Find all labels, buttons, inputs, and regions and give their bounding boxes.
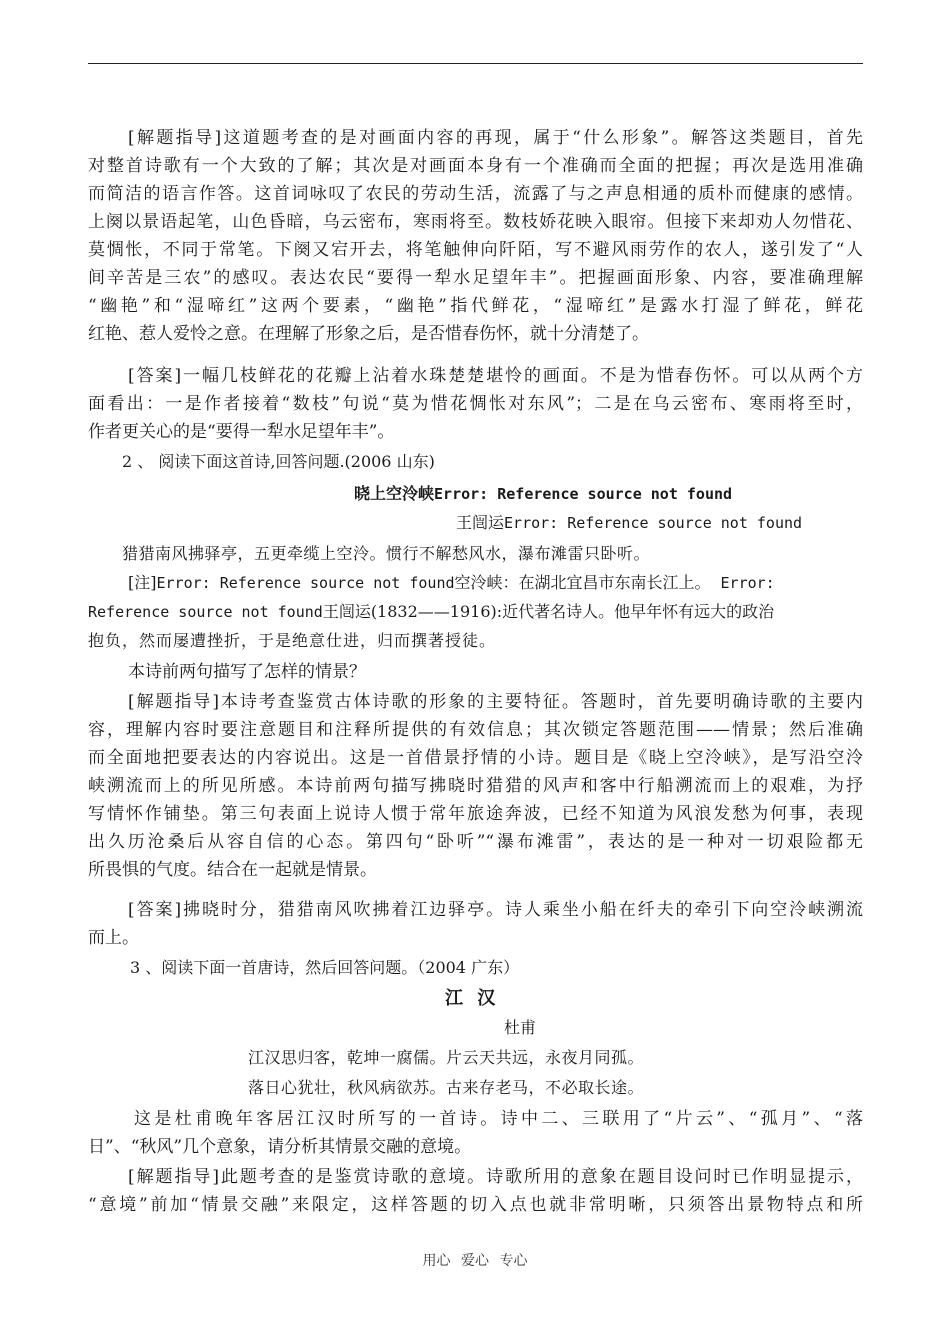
answer-line: 而上。 [88,928,139,948]
error-ref: Error: Reference source not found [434,485,733,503]
note-line [128,571,863,595]
para-line: 对整首诗歌有一个大致的了解；其次是对画面本身有一个准确而全面的把握；再次是选用准确 [88,156,863,176]
para-line: [解题指导]这道题考查的是对画面内容的再现，属于“什么形象”。解答这类题目，首先 [128,128,863,148]
para-line: 间辛苦是三农”的感叹。表达农民“要得一犁水足望年丰”。把握画面形象、内容，要准确理解 [88,268,863,288]
note-text: 王闿运(1832——1916):近代著名诗人。他早年怀有远大的政治 [322,602,775,621]
question-text: 这是杜甫晚年客居江汉时所写的一首诗。诗中二、三联用了“片云”、“孤月”、“落 [134,1109,863,1129]
para-line: [解题指导]此题考查的是鉴赏诗歌的意境。诗歌所用的意象在题目设问时已作明显提示， [128,1167,863,1187]
error-ref: Reference source not found [88,603,323,621]
note-text: 空泠峡：在湖北宜昌市东南长江上。 [454,573,711,592]
error-ref: Error: Reference source not found [504,514,803,532]
poem-title [354,482,854,506]
question-text: 本诗前两句描写了怎样的情景？ [128,662,366,682]
answer-line: 作者更关心的是“要得一犁水足望年丰”。 [88,422,395,442]
answer-line: [答案]拂晓时分，猎猎南风吹拂着江边驿亭。诗人乘坐小船在纤夫的牵引下向空泠峡溯流 [128,900,863,920]
question-heading: 2 、 阅读下面这首诗,回答问题.(2006 山东) [122,452,435,471]
para-line: 而全面地把要表达的内容说出。这是一首借景抒情的小诗。题目是《晓上空泠峡》，是写沿空泠 [88,748,863,768]
para-line: 上阕以景语起笔，山色昏暗，乌云密布，寒雨将至。数枝娇花映入眼帘。但接下来却劝人勿惜花、 [88,212,863,232]
page-footer: 用心 爱心 专心 [422,1253,528,1269]
para-line: 莫惆怅，不同于常笔。下阕又宕开去，将笔触伸向阡陌，写不避风雨劳作的农人，遂引发了“人 [88,240,863,260]
poem-text: 猎猎南风拂驿亭，五更牵缆上空泠。惯行不解愁风水，瀑布滩雷只卧听。 [122,544,651,563]
para-line: 写情怀作铺垫。第三句表面上说诗人惯于常年旅途奔波，已经不知道为风浪发愁为何事，表现 [88,804,863,824]
para-line: 出久历沧桑后从容自信的心态。第四句“卧听”“瀑布滩雷”，表达的是一种对一切艰险都无 [88,832,863,852]
note-label: [注] [128,573,157,592]
answer-line: [答案]一幅几枝鲜花的花瓣上沾着水珠楚楚堪怜的画面。不是为惜春伤怀。可以从两个方 [128,366,863,386]
poem-text: 江汉思归客，乾坤一腐儒。片云天共远，永夜月同孤。 [248,1048,645,1067]
para-line: 而简洁的语言作答。这首词咏叹了农民的劳动生活，流露了与之声息相通的质朴而健康的感情。 [88,184,863,204]
para-line: 峡溯流而上的所见所感。本诗前两句描写拂晓时猎猎的风声和客中行船溯流而上的艰难，为抒 [88,776,863,796]
para-line: “幽艳”和“湿啼红”这两个要素，“幽艳”指代鲜花，“湿啼红”是露水打湿了鲜花，鲜花 [88,296,863,316]
note-line: 抱负，然而屡遭挫折，于是绝意仕进，归而撰著授徒。 [88,631,497,650]
note-line [88,600,863,624]
poem-title-text: 晓上空泠峡 [354,484,435,503]
poem-author: 杜甫 [504,1018,537,1037]
error-ref: Error: [720,574,775,592]
poem-author-text: 王闿运 [456,513,505,532]
para-line: “意境”前加“情景交融”来限定，这样答题的切入点也就非常明晰，只须答出景物特点和所 [88,1195,863,1215]
error-ref: Error: Reference source not found [156,574,455,592]
poem-title: 江 汉 [445,988,500,1009]
poem-author [456,511,856,535]
header-rule [88,63,863,64]
para-line: 红艳、惹人爱怜之意。在理解了形象之后，是否惜春伤怀，就十分清楚了。 [88,324,649,344]
para-line: 容，理解内容时要注意题目和注释所提供的有效信息；其次锁定答题范围——情景；然后准确 [88,720,863,740]
para-line: 所畏惧的气度。结合在一起就是情景。 [88,860,377,880]
para-line: [解题指导]本诗考查鉴赏古体诗歌的形象的主要特征。答题时，首先要明确诗歌的主要内 [128,692,863,712]
poem-text: 落日心犹壮，秋风病欲苏。古来存老马，不必取长途。 [248,1078,645,1097]
answer-line: 面看出：一是作者接着“数枝”句说“莫为惜花惆怅对东风”；二是在乌云密布、寒雨将至时， [88,394,863,414]
question-text: 日”、“秋风”几个意象，请分析其情景交融的意境。 [88,1137,472,1157]
question-heading: 3 、阅读下面一首唐诗，然后回答问题。（2004 广东） [130,958,520,977]
